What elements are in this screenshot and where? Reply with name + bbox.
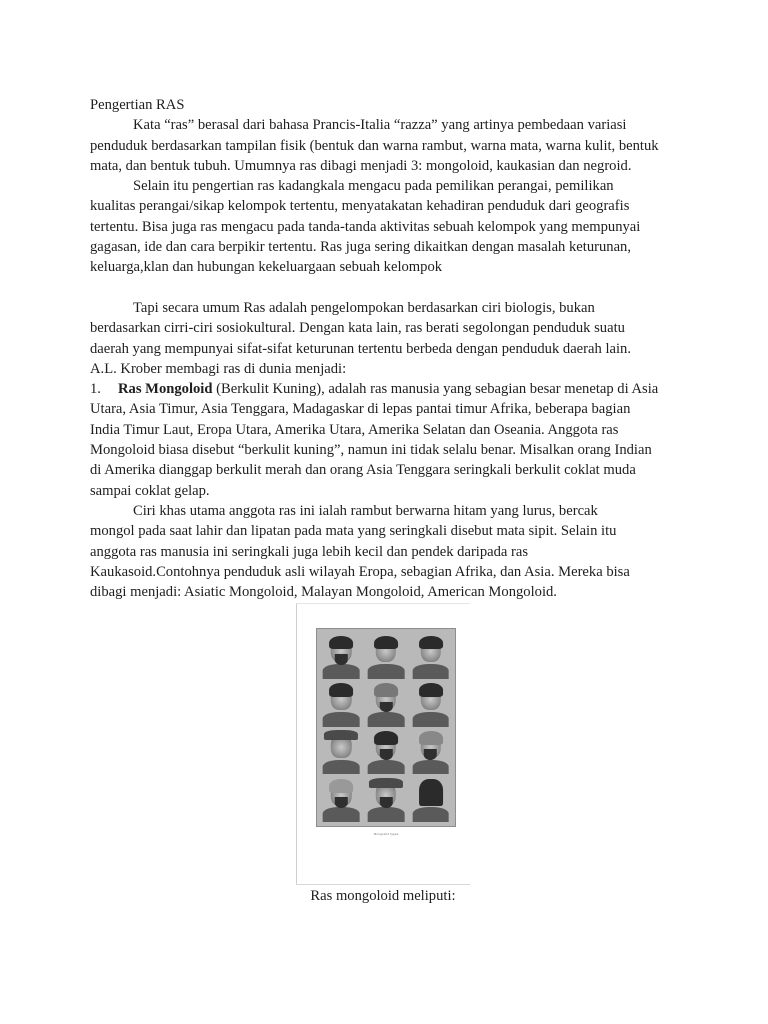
list-item-1-rest: (Berkulit Kuning), adalah ras manusia yang sebagian besar menetap di Asia: [212, 381, 659, 398]
paragraph-2-line-4: gagasan, ide dan cara berpikir tertentu. Ras juga sering dikaitkan dengan masalah keturunan,: [90, 239, 631, 256]
list-item-1-line-4: Mongoloid biasa disebut “berkulit kuning”, namun ini tidak selalu benar. Misalkan orang Indian: [90, 442, 652, 459]
paragraph-2-line-3: tertentu. Bisa juga ras mengacu pada tanda-tanda aktivitas sebuah kelompok yang mempunyai: [90, 218, 641, 235]
portrait-face: [365, 776, 408, 822]
paragraph-1-line-2: penduduk berdasarkan tampilan fisik (bentuk dan warna rambut, warna mata, warna kulit, bentuk: [90, 137, 659, 154]
paragraph-ciri-line-1: Ciri khas utama anggota ras ini ialah rambut berwarna hitam yang lurus, bercak: [133, 502, 598, 519]
list-item-1-line-3: India Timur Laut, Eropa Utara, Amerika Utara, Amerika Selatan dan Oseania. Anggota ras: [90, 421, 619, 438]
list-item-1-line-2: Utara, Asia Timur, Asia Tenggara, Madagaskar di lepas pantai timur Afrika, beberapa bagian: [90, 401, 631, 418]
paragraph-2-line-5: keluarga,klan dan hubungan kekeluargaan sebuah kelompok: [90, 259, 443, 276]
paragraph-2-line-2: kualitas perangai/sikap kelompok tertentu, menyatakatan kehadiran penduduk dari geografis: [90, 198, 630, 215]
paragraph-3-line-3: daerah yang mempunyai sifat-sifat keturunan tertentu berbeda dengan penduduk daerah lain.: [90, 340, 631, 357]
list-term-bold: Ras Mongoloid: [118, 381, 213, 398]
figure-caption: Ras mongoloid meliputi:: [310, 888, 456, 904]
paragraph-3-line-4: A.L. Krober membagi ras di dunia menjadi:: [90, 360, 347, 377]
blank-line: [90, 278, 690, 298]
mongoloid-figure: [296, 603, 470, 885]
portrait-face: [365, 729, 408, 775]
portrait-face: [409, 633, 452, 679]
portrait-face: [320, 633, 363, 679]
portrait-face: [320, 776, 363, 822]
portrait-face: [409, 729, 452, 775]
portrait-face: [320, 681, 363, 727]
plate-caption: Mongoloid types: [373, 832, 399, 836]
list-item-1-line-5: di Amerika dianggap berkulit merah dan orang Asia Tenggara seringkali berkulit coklat muda: [90, 462, 636, 479]
portrait-face: [320, 729, 363, 775]
paragraph-ciri-line-3: anggota ras manusia ini seringkali juga lebih kecil dan pendek daripada ras: [90, 543, 529, 560]
paragraph-3-line-1: Tapi secara umum Ras adalah pengelompokan berdasarkan ciri biologis, bukan: [133, 299, 595, 316]
portrait-face: [409, 681, 452, 727]
list-number: 1.: [90, 381, 101, 398]
portrait-plate-image: [316, 628, 456, 827]
paragraph-1-line-3: mata, dan bentuk tubuh. Umumnya ras dibagi menjadi 3: mongoloid, kaukasian dan negroid.: [90, 157, 632, 174]
paragraph-ciri-line-4: Kaukasoid.Contohnya penduduk asli wilayah Eropa, sebagian Afrika, dan Asia. Mereka bisa: [90, 563, 630, 580]
portrait-face: [365, 633, 408, 679]
list-item-1-line-6: sampai coklat gelap.: [90, 482, 210, 499]
paragraph-2-line-1: Selain itu pengertian ras kadangkala mengacu pada pemilikan perangai, pemilikan: [133, 178, 614, 195]
paragraph-1-line-1: Kata “ras” berasal dari bahasa Prancis-Italia “razza” yang artinya pembedaan variasi: [133, 117, 627, 134]
list-item-1-line-1: [90, 379, 690, 399]
paragraph-ciri-line-2: mongol pada saat lahir dan lipatan pada mata yang seringkali disebut mata sipit. Selain itu: [90, 523, 617, 540]
document-body: [90, 95, 690, 602]
portrait-face: [365, 681, 408, 727]
portrait-face: [409, 776, 452, 822]
paragraph-3-line-2: berdasarkan cirri-ciri sosiokultural. Dengan kata lain, ras berati segolongan penduduk suatu: [90, 320, 625, 337]
paragraph-ciri-line-5: dibagi menjadi: Asiatic Mongoloid, Malayan Mongoloid, American Mongoloid.: [90, 584, 557, 601]
document-title: Pengertian RAS: [90, 97, 185, 113]
